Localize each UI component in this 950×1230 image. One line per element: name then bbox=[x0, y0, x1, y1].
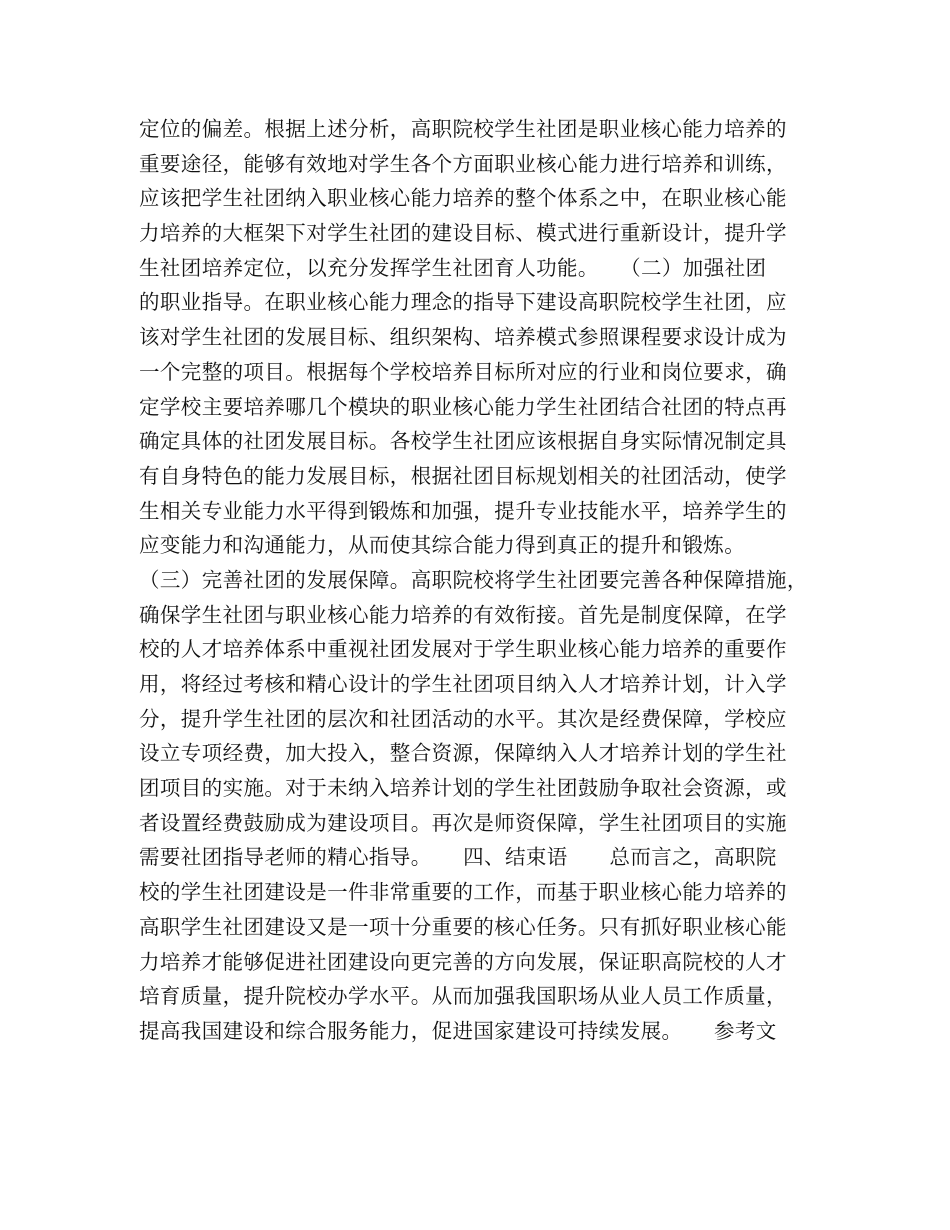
text-line: 定位的偏差。根据上述分析，高职院校学生社团是职业核心能力培养的 bbox=[139, 117, 787, 141]
text-line: 的职业指导。在职业核心能力理念的指导下建设高职院校学生社团，应 bbox=[139, 290, 787, 315]
text-line: 用，将经过考核和精心设计的学生社团项目纳入人才培养计划，计入学 bbox=[139, 672, 787, 696]
text-line: 生社团培养定位，以充分发挥学生社团育人功能。 （二）加强社团 bbox=[139, 255, 767, 280]
text-line: 高职学生社团建设又是一项十分重要的核心任务。只有抓好职业核心能 bbox=[139, 914, 787, 939]
text-line: 有自身特色的能力发展目标，根据社团目标规划相关的社团活动，使学 bbox=[139, 463, 787, 488]
text-line: 设立专项经费，加大投入，整合资源，保障纳入人才培养计划的学生社 bbox=[139, 741, 787, 766]
text-line: 定学校主要培养哪几个模块的职业核心能力学生社团结合社团的特点再 bbox=[139, 394, 787, 419]
text-line: 力培养才能够促进社团建设向更完善的方向发展，保证职高院校的人才 bbox=[139, 949, 787, 974]
text-line: 提高我国建设和综合服务能力，促进国家建设可持续发展。 参考文 bbox=[139, 1018, 777, 1043]
text-line: 需要社团指导老师的精心指导。 四、结束语 总而言之，高职院 bbox=[139, 845, 777, 870]
text-line: 应变能力和沟通能力，从而使其综合能力得到真正的提升和锻炼。 bbox=[139, 533, 746, 558]
text-line: 重要途径，能够有效地对学生各个方面职业核心能力进行培养和训练， bbox=[139, 151, 787, 176]
text-line: 生相关专业能力水平得到锻炼和加强，提升专业技能水平，培养学生的 bbox=[139, 498, 787, 523]
text-line: 确定具体的社团发展目标。各校学生社团应该根据自身实际情况制定具 bbox=[139, 429, 787, 454]
body-text bbox=[139, 112, 829, 1049]
text-line: 校的人才培养体系中重视社团发展对于学生职业核心能力培养的重要作 bbox=[139, 637, 787, 662]
text-line: 该对学生社团的发展目标、组织架构、培养模式参照课程要求设计成为 bbox=[139, 325, 787, 350]
text-line: （三）完善社团的发展保障。高职院校将学生社团要完善各种保障措施， bbox=[139, 567, 808, 592]
text-line: 力培养的大框架下对学生社团的建设目标、模式进行重新设计，提升学 bbox=[139, 221, 787, 246]
text-line: 分，提升学生社团的层次和社团活动的水平。其次是经费保障，学校应 bbox=[139, 706, 787, 731]
text-line: 应该把学生社团纳入职业核心能力培养的整个体系之中，在职业核心能 bbox=[139, 186, 787, 211]
text-line: 团项目的实施。对于未纳入培养计划的学生社团鼓励争取社会资源，或 bbox=[139, 776, 787, 801]
text-line: 培育质量，提升院校办学水平。从而加强我国职场从业人员工作质量， bbox=[139, 984, 787, 1009]
text-line: 校的学生社团建设是一件非常重要的工作，而基于职业核心能力培养的 bbox=[139, 880, 787, 905]
text-line: 者设置经费鼓励成为建设项目。再次是师资保障，学生社团项目的实施 bbox=[139, 810, 787, 835]
text-line: 一个完整的项目。根据每个学校培养目标所对应的行业和岗位要求，确 bbox=[139, 359, 787, 384]
text-line: 确保学生社团与职业核心能力培养的有效衔接。首先是制度保障，在学 bbox=[139, 602, 787, 627]
